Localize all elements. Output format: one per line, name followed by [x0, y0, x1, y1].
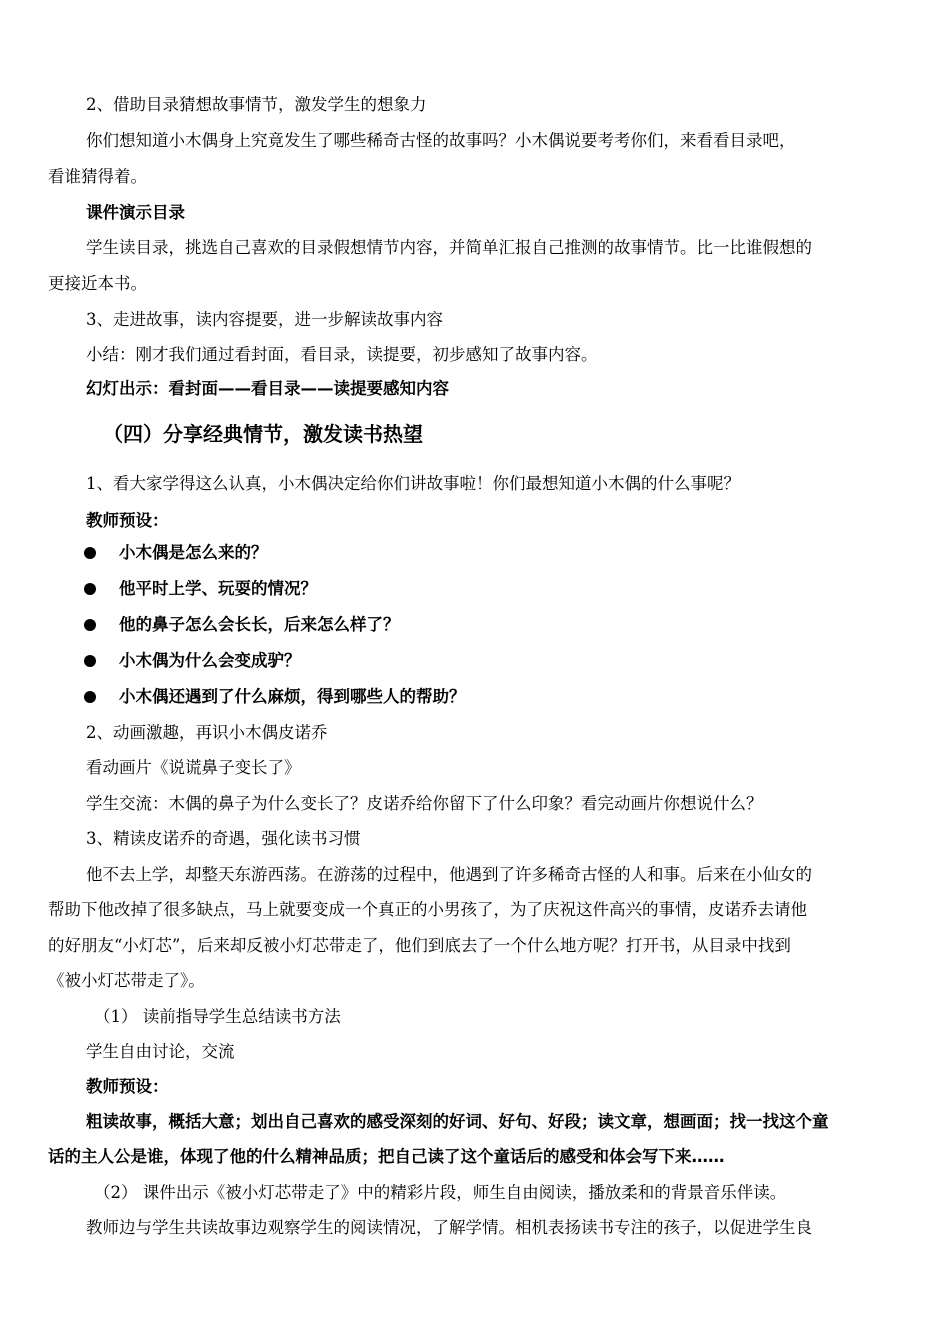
bullet-icon [84, 655, 96, 667]
section-3-title: 3、走进故事，读内容提要，进一步解读故事内容 [86, 310, 443, 329]
paragraph-line: 学生读目录，挑选自己喜欢的目录假想情节内容，并简单汇报自己推测的故事情节。比一比谁假想的 [86, 238, 812, 257]
bullet-item: 他的鼻子怎么会长长，后来怎么样了？ [119, 615, 400, 634]
bullet-item: 小木偶为什么会变成驴？ [119, 651, 301, 670]
paragraph-line: 看动画片《说谎鼻子变长了》 [86, 758, 301, 777]
paragraph-line: 1、看大家学得这么认真，小木偶决定给你们讲故事啦！你们最想知道小木偶的什么事呢？ [86, 474, 740, 493]
paragraph-line: 话的主人公是谁，体现了他的什么精神品质；把自己读了这个童话后的感受和体会写下来…… [48, 1147, 725, 1166]
paragraph-line: （2） 课件出示《被小灯芯带走了》中的精彩片段，师生自由阅读，播放柔和的背景音乐伴读。 [94, 1183, 787, 1202]
summary-line: 小结：刚才我们通过看封面，看目录，读提要，初步感知了故事内容。 [86, 345, 598, 364]
paragraph-line: 粗读故事，概括大意；划出自己喜欢的感受深刻的好词、好句、好段；读文章，想画面；找一找这个童 [86, 1112, 829, 1131]
paragraph-line: 更接近本书。 [48, 274, 147, 293]
paragraph-line: （1） 读前指导学生总结读书方法 [94, 1007, 341, 1026]
paragraph-line: 的好朋友“小灯芯”，后来却反被小灯芯带走了，他们到底去了一个什么地方呢？打开书，从目录中找到 [48, 936, 791, 955]
paragraph-line: 帮助下他改掉了很多缺点，马上就要变成一个真正的小男孩了，为了庆祝这件高兴的事情，皮诺乔去请他 [48, 900, 807, 919]
section-2-title: 2、借助目录猜想故事情节，激发学生的想象力 [86, 95, 427, 114]
bullet-icon [84, 691, 96, 703]
section-4-heading: （四）分享经典情节，激发读书热望 [103, 422, 423, 446]
bullet-item: 小木偶还遇到了什么麻烦，得到哪些人的帮助？ [119, 687, 466, 706]
bullet-item: 他平时上学、玩耍的情况？ [119, 579, 317, 598]
teacher-preset-label: 教师预设： [86, 1077, 169, 1096]
paragraph-line: 《被小灯芯带走了》。 [48, 971, 205, 990]
bullet-icon [84, 547, 96, 559]
teacher-preset-label: 教师预设： [86, 511, 169, 530]
paragraph-line: 3、精读皮诺乔的奇遇，强化读书习惯 [86, 829, 361, 848]
paragraph-line: 学生交流：木偶的鼻子为什么变长了？皮诺乔给你留下了什么印象？看完动画片你想说什么？ [86, 794, 763, 813]
bullet-icon [84, 583, 96, 595]
courseware-toc-label: 课件演示目录 [86, 203, 185, 222]
paragraph-line: 2、动画激趣，再识小木偶皮诺乔 [86, 723, 328, 742]
bullet-item: 小木偶是怎么来的？ [119, 543, 268, 562]
paragraph-line: 学生自由讨论，交流 [86, 1042, 235, 1061]
paragraph-line: 你们想知道小木偶身上究竟发生了哪些稀奇古怪的故事吗？小木偶说要考考你们，来看看目录吧， [86, 131, 796, 150]
paragraph-line: 他不去上学，却整天东游西荡。在游荡的过程中，他遇到了许多稀奇古怪的人和事。后来在小仙女的 [86, 865, 812, 884]
paragraph-line: 教师边与学生共读故事边观察学生的阅读情况，了解学情。相机表扬读书专注的孩子，以促进学生良 [86, 1218, 812, 1237]
slide-show-line: 幻灯出示：看封面——看目录——读提要感知内容 [86, 379, 449, 398]
bullet-icon [84, 619, 96, 631]
paragraph-line: 看谁猜得着。 [48, 167, 147, 186]
